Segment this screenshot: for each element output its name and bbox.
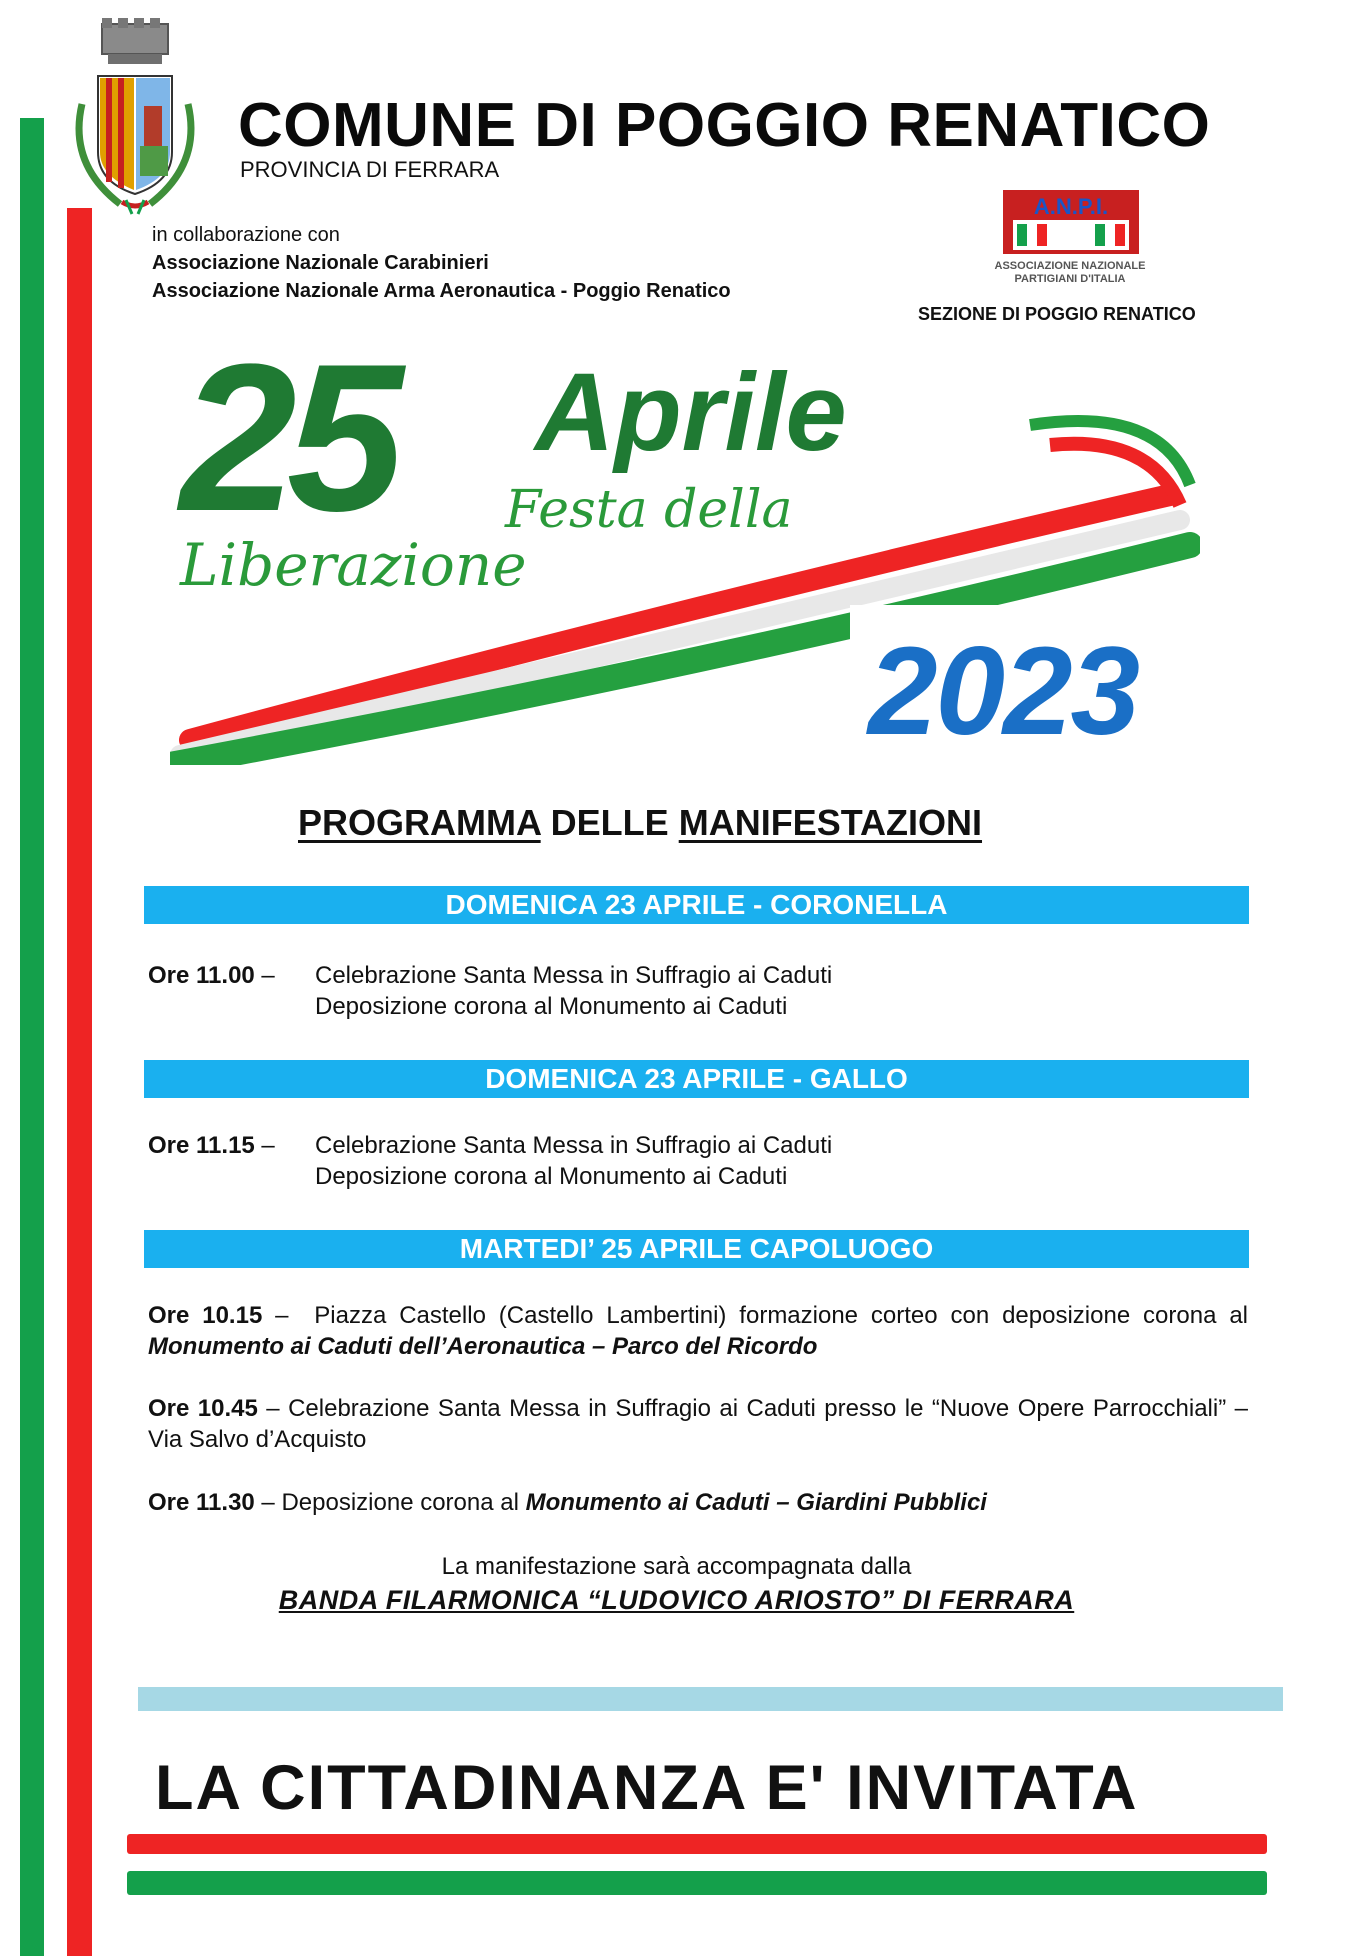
separator-bar	[138, 1687, 1283, 1711]
anpi-logo-text: A.N.P.I.	[1033, 194, 1109, 219]
collaborator-aeronautica: Associazione Nazionale Arma Aeronautica - Poggio Renatico	[152, 280, 731, 302]
event-text: Piazza Castello (Castello Lambertini) formazione corteo con deposizione corona al	[314, 1302, 1248, 1329]
banner-number: 25	[180, 345, 394, 555]
banner-subtitle-1: Festa della	[505, 480, 793, 540]
event-capoluogo-1130: Ore 11.30 – Deposizione corona al Monumento ai Caduti – Giardini Pubblici	[148, 1489, 987, 1516]
day-header-coronella: DOMENICA 23 APRILE - CORONELLA	[144, 886, 1249, 924]
year-label: 2023	[868, 622, 1139, 761]
event-time-label: Ore 10.15	[148, 1302, 263, 1329]
tricolor-red-stripe	[67, 208, 92, 1956]
invitation-text: LA CITTADINANZA E' INVITATA	[155, 1753, 1139, 1823]
day-header-gallo: DOMENICA 23 APRILE - GALLO	[144, 1060, 1249, 1098]
event-time: Ore 11.00 –	[148, 962, 275, 989]
band-name: BANDA FILARMONICA “LUDOVICO ARIOSTO” DI FERRARA	[278, 1585, 1075, 1615]
collaboration-intro: in collaborazione con	[152, 224, 340, 246]
program-title-part1: PROGRAMMA	[298, 802, 541, 843]
anpi-caption-line1: ASSOCIAZIONE NAZIONALE	[994, 260, 1146, 272]
event-text: Deposizione corona al	[281, 1489, 519, 1516]
program-title-part3: MANIFESTAZIONI	[678, 802, 983, 843]
coat-of-arms-icon	[60, 14, 210, 219]
anpi-section-label: SEZIONE DI POGGIO RENATICO	[918, 304, 1196, 324]
event-text: Celebrazione Santa Messa in Suffragio ai Caduti presso le “Nuove Opere Parrocchiali” – Via Salvo d’Acquisto	[148, 1395, 1248, 1453]
anpi-logo-icon	[1003, 190, 1139, 254]
day-header-capoluogo: MARTEDI’ 25 APRILE CAPOLUOGO	[144, 1230, 1249, 1268]
province-label: PROVINCIA DI FERRARA	[240, 157, 500, 182]
comune-title: COMUNE DI POGGIO RENATICO	[238, 91, 1211, 160]
anpi-caption	[975, 260, 1165, 286]
event-time-label: Ore 11.00	[148, 962, 255, 989]
event-line: Celebrazione Santa Messa in Suffragio ai Caduti	[315, 1132, 833, 1159]
footer-red-bar	[127, 1834, 1267, 1854]
anpi-caption-line2: PARTIGIANI D'ITALIA	[1014, 273, 1126, 285]
collaborator-carabinieri: Associazione Nazionale Carabinieri	[152, 252, 489, 274]
program-title-part2: DELLE	[550, 802, 669, 843]
event-time-label: Ore 11.30	[148, 1489, 255, 1516]
event-capoluogo-1045: Ore 10.45 – Celebrazione Santa Messa in Suffragio ai Caduti presso le “Nuove Opere Parrocchiali” – Via Salvo d’Acquisto	[148, 1395, 1248, 1453]
event-line: Celebrazione Santa Messa in Suffragio ai Caduti	[315, 962, 833, 989]
footer-green-bar	[127, 1871, 1267, 1895]
banner-month: Aprile	[535, 351, 847, 474]
program-title	[298, 802, 982, 844]
event-time-label: Ore 11.15	[148, 1132, 255, 1159]
banner-subtitle-2: Liberazione	[180, 531, 527, 599]
event-emphasis: Monumento ai Caduti dell’Aeronautica – Parco del Ricordo	[148, 1333, 818, 1360]
event-capoluogo-1015: Ore 10.15 – Piazza Castello (Castello Lambertini) formazione corteo con deposizione corona al Monumento ai Caduti dell’Aeronautica – Parco del Ricordo	[148, 1302, 1248, 1360]
event-line: Deposizione corona al Monumento ai Caduti	[315, 993, 788, 1020]
event-time-label: Ore 10.45	[148, 1395, 258, 1422]
event-emphasis: Monumento ai Caduti – Giardini Pubblici	[525, 1489, 987, 1516]
event-time: Ore 11.15 –	[148, 1132, 275, 1159]
tricolor-white-stripe	[44, 118, 67, 1956]
band-intro: La manifestazione sarà accompagnata dalla	[441, 1553, 912, 1580]
tricolor-green-stripe	[20, 118, 44, 1956]
event-line: Deposizione corona al Monumento ai Caduti	[315, 1163, 788, 1190]
